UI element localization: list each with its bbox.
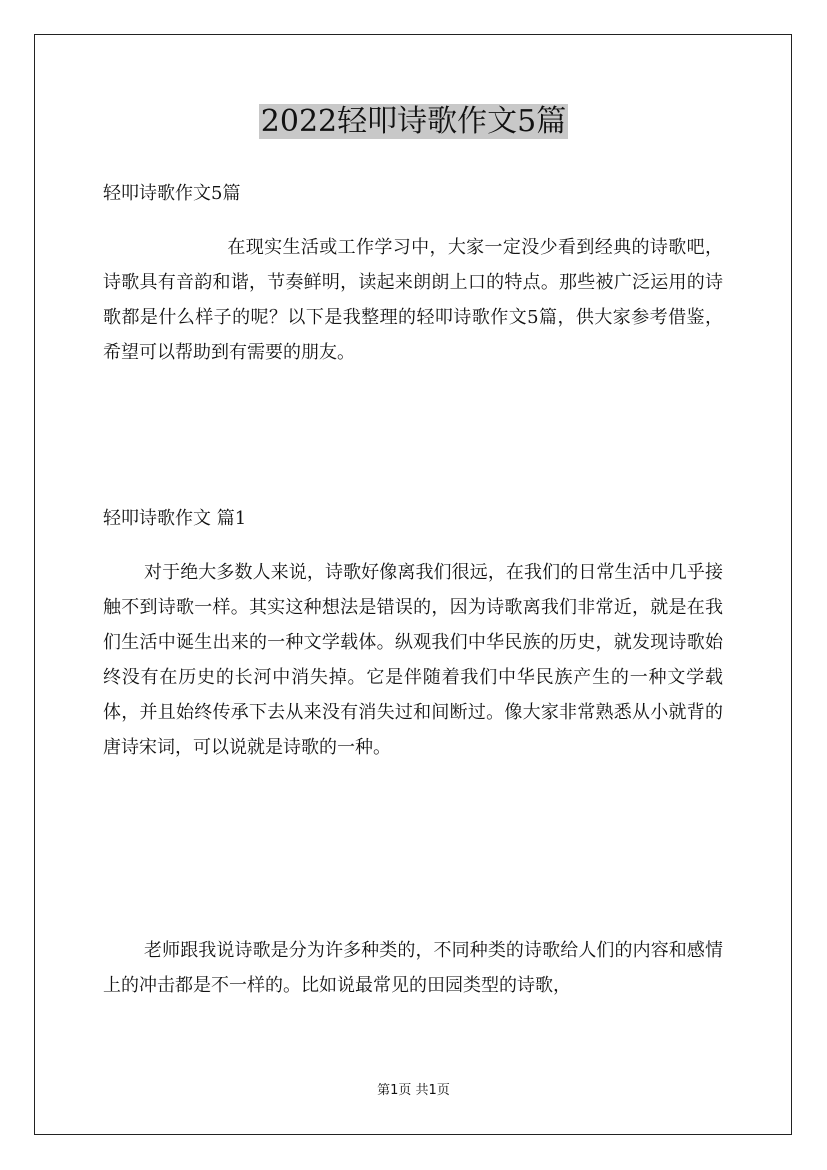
intro-text: 在现实生活或工作学习中，大家一定没少看到经典的诗歌吧，诗歌具有音韵和谐，节奏鲜明，读起来朗朗上口的特点。那些被广泛运用的诗歌都是什么样子的呢？以下是我整理的轻叩诗歌作文5篇，供大家参考借鉴，希望可以帮助到有需要的朋友。: [103, 237, 723, 363]
body-paragraph-2: 老师跟我说诗歌是分为许多种类的，不同种类的诗歌给人们的内容和感情上的冲击都是不一样的。比如说最常见的田园类型的诗歌，: [103, 940, 723, 996]
section-heading: 轻叩诗歌作文 篇1: [103, 508, 247, 529]
body-paragraph-1: 对于绝大多数人来说，诗歌好像离我们很远，在我们的日常生活中几乎接触不到诗歌一样。其实这种想法是错误的，因为诗歌离我们非常近，就是在我们生活中诞生出来的一种文学载体。纵观我们中华民族的历史，就发现诗歌始终没有在历史的长河中消失掉。它是伴随着我们中华民族产生的一种文学载体，并且始终传承下去从来没有消失过和间断过。像大家非常熟悉从小就背的唐诗宋词，可以说就是诗歌的一种。: [103, 562, 723, 758]
page-footer: 第1页 共1页: [377, 1083, 450, 1098]
document-title: [0, 104, 827, 140]
document-title-text: 2022轻叩诗歌作文5篇: [260, 104, 567, 139]
intro-paragraph: [103, 230, 723, 370]
document-subtitle: 轻叩诗歌作文5篇: [103, 183, 241, 204]
